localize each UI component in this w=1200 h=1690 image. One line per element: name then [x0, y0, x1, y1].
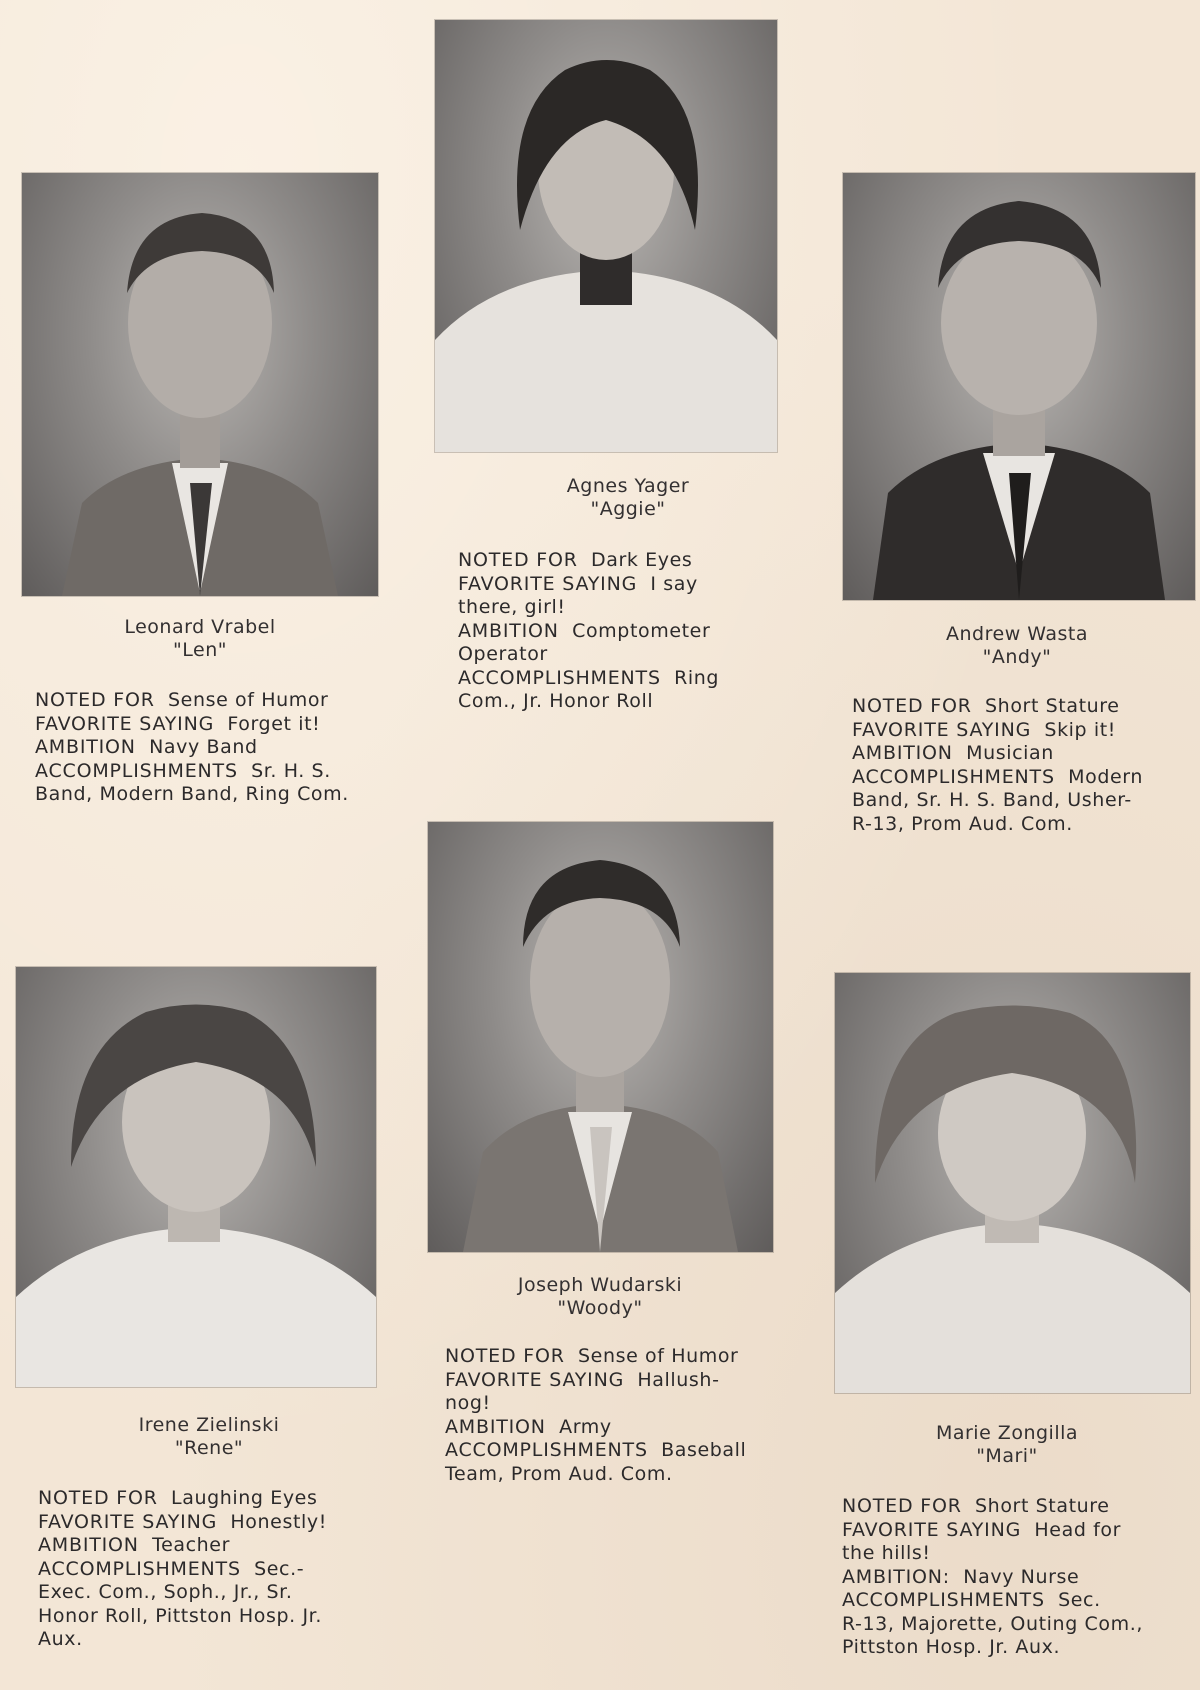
- accomplishments-line: ACCOMPLISHMENTS Sec.: [842, 1589, 1101, 1611]
- favorite-saying-continued: there, girl!: [458, 596, 566, 618]
- accomplishments-line: ACCOMPLISHMENTS Ring: [458, 666, 720, 689]
- noted-for-line: NOTED FOR Dark Eyes: [458, 549, 693, 571]
- student-caption-irene-zielinski: [109, 1414, 309, 1460]
- ambition-line: AMBITION Musician: [852, 742, 1054, 764]
- accomplishments-continued: Com., Jr. Honor Roll: [458, 690, 654, 712]
- student-info-leonard-vrabel: [35, 689, 380, 807]
- accomplishments-line: ACCOMPLISHMENTS Baseball: [445, 1439, 747, 1461]
- noted-for-line: NOTED FOR Laughing Eyes: [38, 1487, 318, 1509]
- portrait-figure: [843, 173, 1195, 600]
- ambition-continued: Operator: [458, 643, 548, 665]
- accomplishments-continued: Band, Sr. H. S. Band, Usher-: [852, 789, 1132, 811]
- favorite-saying-line: FAVORITE SAYING Hallush-: [445, 1368, 720, 1391]
- noted-for-line: NOTED FOR Short Stature: [852, 695, 1120, 717]
- student-caption-leonard-vrabel: [100, 616, 300, 662]
- student-nickname: "Mari": [976, 1445, 1038, 1467]
- favorite-saying-line: FAVORITE SAYING Honestly!: [38, 1510, 327, 1533]
- portrait-figure: [835, 973, 1190, 1393]
- ambition-line: AMBITION Navy Band: [35, 736, 258, 758]
- portrait-figure: [16, 967, 376, 1387]
- accomplishments-continued: Band, Modern Band, Ring Com.: [35, 783, 349, 805]
- portrait-photo-irene-zielinski: [16, 967, 376, 1387]
- accomplishments-line: ACCOMPLISHMENTS Sec.-: [38, 1557, 305, 1580]
- student-name: Leonard Vrabel: [124, 616, 276, 638]
- favorite-saying-line: FAVORITE SAYING Head for: [842, 1518, 1122, 1541]
- favorite-saying-line: FAVORITE SAYING Forget it!: [35, 712, 321, 735]
- student-name: Joseph Wudarski: [517, 1274, 683, 1296]
- portrait-photo-agnes-yager: [435, 20, 777, 452]
- accomplishments-continued: R-13, Majorette, Outing Com.,: [842, 1612, 1143, 1635]
- noted-for-line: NOTED FOR Short Stature: [842, 1495, 1110, 1517]
- portrait-photo-andrew-wasta: [843, 173, 1195, 600]
- student-name: Agnes Yager: [566, 475, 690, 497]
- student-nickname: "Len": [173, 639, 227, 661]
- accomplishments-continued: Honor Roll, Pittston Hosp. Jr.: [38, 1604, 322, 1627]
- student-info-joseph-wudarski: [445, 1345, 775, 1486]
- portrait-figure: [428, 822, 773, 1252]
- student-nickname: "Aggie": [590, 498, 666, 520]
- student-name: Andrew Wasta: [946, 623, 1088, 645]
- student-caption-agnes-yager: [528, 475, 728, 521]
- student-caption-joseph-wudarski: [500, 1274, 700, 1320]
- portrait-photo-joseph-wudarski: [428, 822, 773, 1252]
- ambition-line: AMBITION: Navy Nurse: [842, 1565, 1080, 1588]
- favorite-saying-continued: the hills!: [842, 1542, 931, 1564]
- ambition-line: AMBITION Teacher: [38, 1534, 230, 1556]
- student-nickname: "Rene": [174, 1437, 244, 1459]
- portrait-photo-marie-zongilla: [835, 973, 1190, 1393]
- accomplishments-line: ACCOMPLISHMENTS Sr. H. S.: [35, 759, 331, 782]
- student-info-marie-zongilla: [842, 1495, 1172, 1660]
- favorite-saying-continued: nog!: [445, 1392, 491, 1414]
- accomplishments-continued: Aux.: [38, 1628, 83, 1650]
- noted-for-line: NOTED FOR Sense of Humor: [35, 689, 329, 711]
- student-name: Irene Zielinski: [138, 1414, 280, 1436]
- portrait-photo-leonard-vrabel: [22, 173, 378, 596]
- ambition-line: AMBITION Comptometer: [458, 619, 711, 642]
- student-info-agnes-yager: [458, 549, 778, 714]
- accomplishments-continued: R-13, Prom Aud. Com.: [852, 812, 1073, 835]
- portrait-figure: [22, 173, 378, 596]
- student-name: Marie Zongilla: [935, 1422, 1079, 1444]
- ambition-line: AMBITION Army: [445, 1415, 612, 1438]
- accomplishments-continued: Exec. Com., Soph., Jr., Sr.: [38, 1581, 293, 1603]
- student-info-andrew-wasta: [852, 695, 1182, 836]
- student-caption-andrew-wasta: [917, 623, 1117, 669]
- student-caption-marie-zongilla: [907, 1422, 1107, 1468]
- student-info-irene-zielinski: [38, 1487, 383, 1652]
- student-nickname: "Andy": [982, 646, 1052, 668]
- accomplishments-continued: Pittston Hosp. Jr. Aux.: [842, 1636, 1061, 1658]
- portrait-figure: [435, 20, 777, 452]
- accomplishments-line: ACCOMPLISHMENTS Modern: [852, 765, 1143, 788]
- student-nickname: "Woody": [557, 1297, 643, 1319]
- favorite-saying-line: FAVORITE SAYING Skip it!: [852, 718, 1116, 741]
- favorite-saying-line: FAVORITE SAYING I say: [458, 572, 698, 595]
- accomplishments-continued: Team, Prom Aud. Com.: [445, 1462, 673, 1485]
- noted-for-line: NOTED FOR Sense of Humor: [445, 1345, 739, 1367]
